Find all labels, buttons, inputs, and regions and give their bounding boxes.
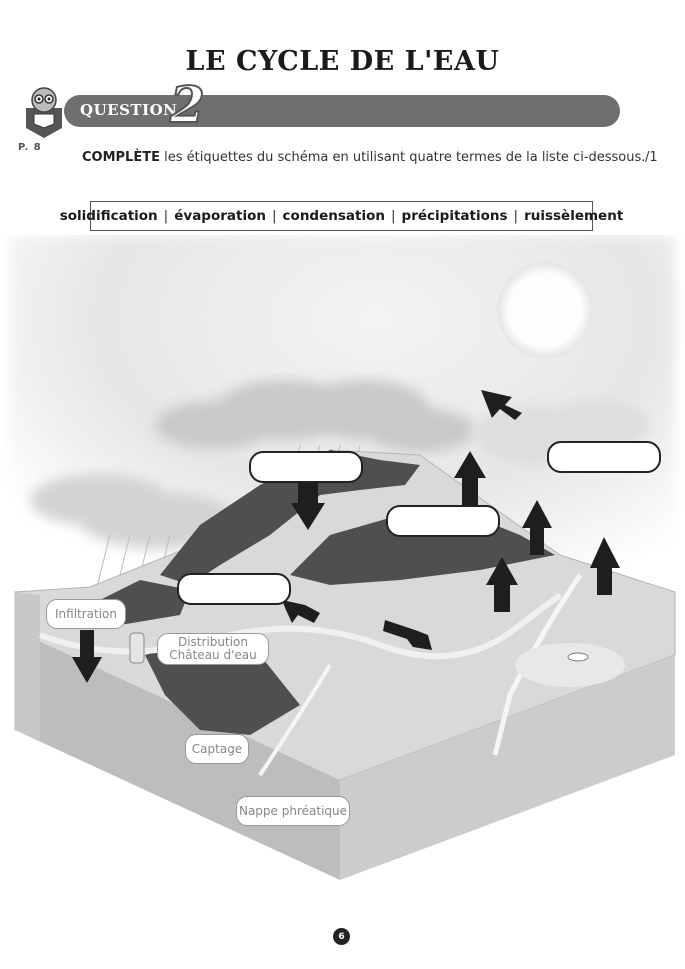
term-separator: | [271, 208, 277, 224]
page-reference: P. 8 [18, 142, 42, 153]
term-ruissellement: ruissèlement [524, 208, 624, 224]
instruction-text [82, 150, 645, 165]
label-nappe [236, 796, 350, 826]
label-captage [185, 734, 249, 764]
instruction-rest: les étiquettes du schéma en utilisant quatre termes de la liste ci-dessous. [159, 150, 646, 165]
term-separator: | [513, 208, 519, 224]
term-solidification: solidification [59, 208, 158, 224]
term-condensation: condensation [282, 208, 385, 224]
boat [568, 653, 588, 661]
instruction-bold: COMPLÈTE [82, 150, 160, 165]
answer-box-1[interactable] [249, 451, 363, 483]
question-label: QUESTION [80, 101, 178, 119]
label-captage-text: Captage [191, 741, 243, 756]
question-number: 2 [170, 75, 205, 134]
page-title: LE CYCLE DE L'EAU [185, 46, 500, 77]
terrain-left-face [15, 592, 40, 740]
water-tower [130, 633, 144, 663]
lake [515, 643, 625, 687]
label-infiltration-text: Infiltration [54, 606, 117, 621]
label-distribution-line2: Château d'eau [169, 648, 257, 662]
label-infiltration [46, 599, 126, 629]
page-number: 6 [333, 928, 350, 945]
score: /1 [645, 150, 658, 165]
sun [497, 262, 593, 358]
label-nappe-text: Nappe phréatique [238, 803, 348, 818]
answer-box-3[interactable] [547, 441, 661, 473]
term-evaporation: évaporation [174, 208, 266, 224]
term-precipitations: précipitations [401, 208, 508, 224]
answer-box-4[interactable] [177, 573, 291, 605]
label-distribution [157, 633, 269, 665]
mascot-icon [22, 84, 66, 140]
term-list [59, 201, 624, 231]
term-separator: | [163, 208, 169, 224]
label-distribution-line1: Distribution [177, 635, 248, 650]
answer-box-2[interactable] [386, 505, 500, 537]
term-separator: | [390, 208, 396, 224]
